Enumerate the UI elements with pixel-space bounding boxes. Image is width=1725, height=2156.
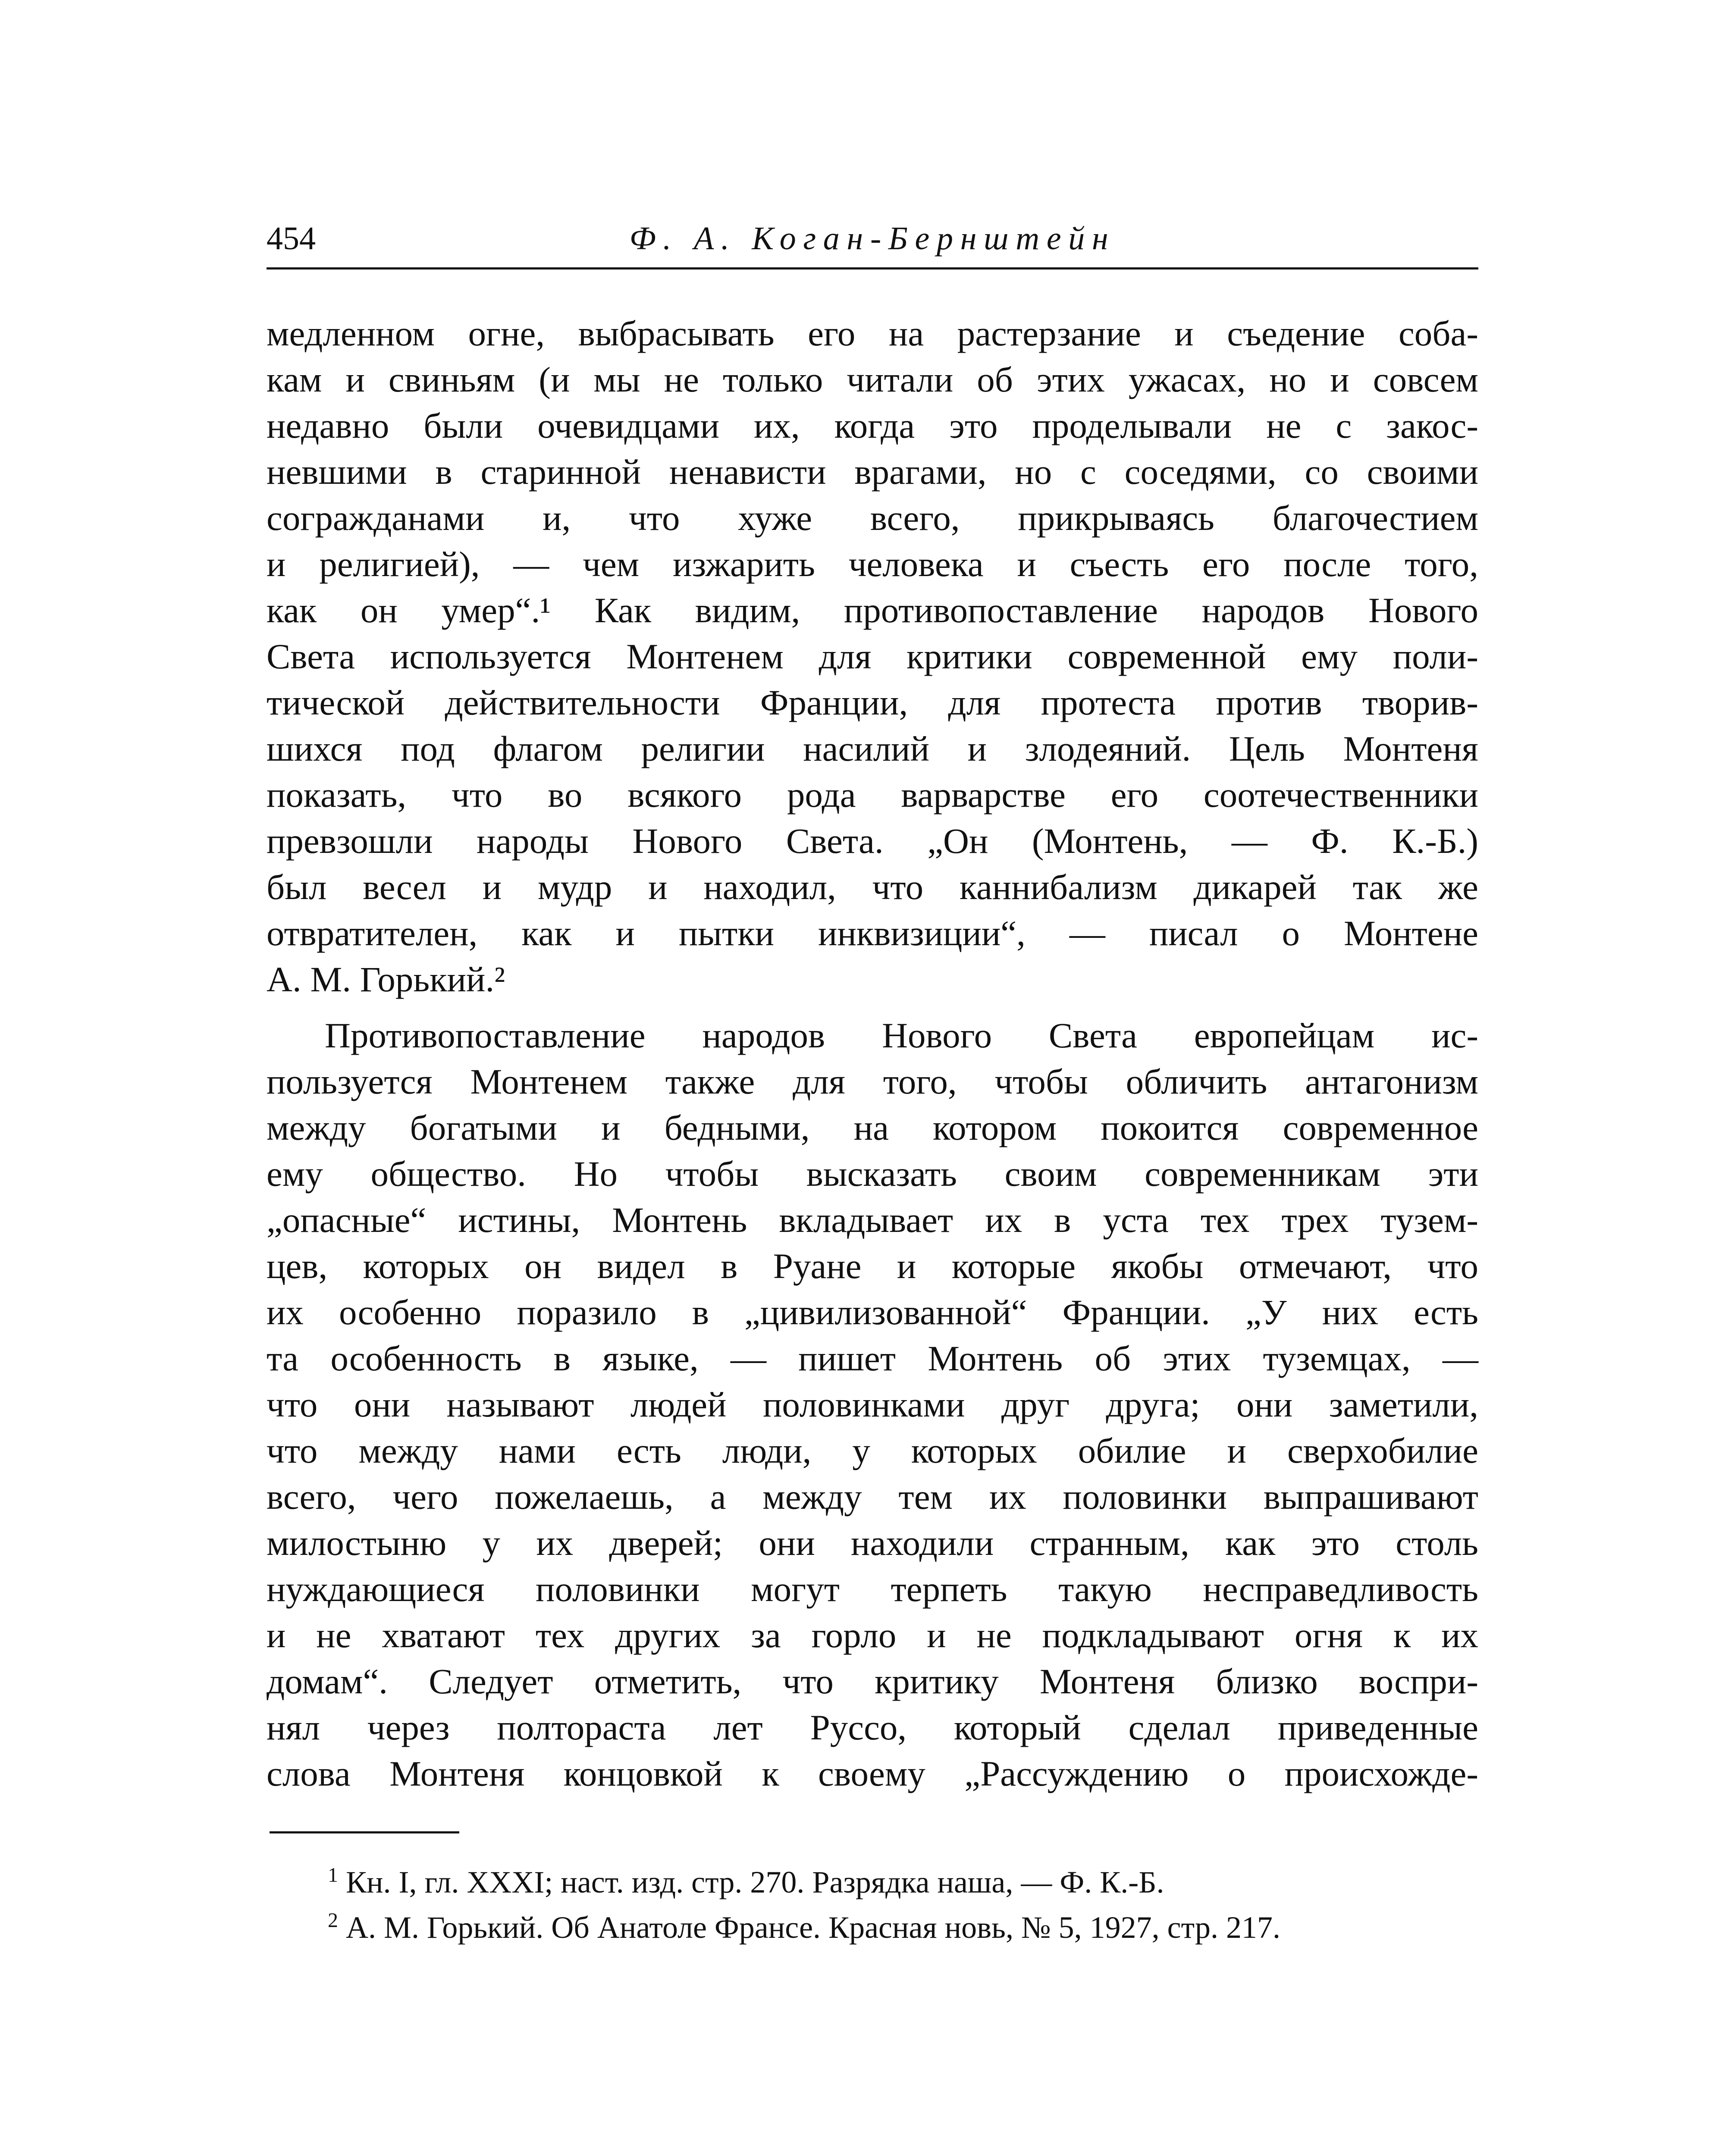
text-line: тической действительности Франции, для протеста против творив- [267,683,1478,722]
text-line: как он умер“.¹ Как видим, противопоставление народов Нового [267,590,1478,630]
text-line: отвратителен, как и пытки инквизиции“, — писал о Монтене [267,913,1478,953]
text-line: всего, чего пожелаешь, а между тем их половинки выпрашивают [267,1477,1478,1517]
text-line: нял через полтораста лет Руссо, который сделал приведенные [267,1708,1478,1747]
text-line: та особенность в языке, — пишет Монтень об этих туземцах, — [267,1338,1478,1378]
text-line: их особенно поразило в „цивилизованной“ Франции. „У них есть [267,1292,1478,1332]
footnote-marker: 1 [328,1864,338,1887]
footnote-text: А. М. Горький. Об Анатоле Франсе. Красная новь, № 5, 1927, стр. 217. [346,1910,1280,1945]
text-line: что они называют людей половинками друг друга; они заметили, [267,1385,1478,1424]
text-line: и религией), — чем изжарить человека и съесть его после того, [267,544,1478,584]
text-line: медленном огне, выбрасывать его на растерзание и съедение соба- [267,313,1478,353]
text-line: ему общество. Но чтобы высказать своим современникам эти [267,1154,1478,1194]
text-line: нуждающиеся половинки могут терпеть такую несправедливость [267,1569,1478,1609]
text-line: невшими в старинной ненависти врагами, но с соседями, со своими [267,452,1478,492]
text-line: домам“. Следует отметить, что критику Монтеня близко воспри- [267,1661,1478,1701]
text-line: превзошли народы Нового Света. „Он (Монтень, — Ф. К.-Б.) [267,821,1478,861]
text-line: цев, которых он видел в Руане и которые якобы отмечают, что [267,1246,1478,1286]
text-line: слова Монтеня концовкой к своему „Рассуждению о происхожде- [267,1754,1478,1793]
paragraph-first-line: Противопоставление народов Нового Света европейцам ис- [325,1015,1478,1055]
footnote-marker: 2 [328,1909,338,1932]
text-line: кам и свиньям (и мы не только читали об этих ужасах, но и совсем [267,360,1478,399]
footnote-divider [270,1831,459,1833]
footnote-text: Кн. I, гл. XXXI; наст. изд. стр. 270. Разрядка наша, — Ф. К.-Б. [346,1865,1164,1899]
text-line: недавно были очевидцами их, когда это проделывали не с закос- [267,406,1478,445]
text-line: „опасные“ истины, Монтень вкладывает их в уста тех трех тузем- [267,1200,1478,1240]
text-line: Света используется Монтенем для критики современной ему поли- [267,636,1478,676]
text-line: пользуется Монтенем также для того, чтобы обличить антагонизм [267,1062,1478,1101]
text-line: А. М. Горький.² [267,959,505,999]
text-line: показать, что во всякого рода варварстве его соотечественники [267,775,1478,815]
text-line: шихся под флагом религии насилий и злодеяний. Цель Монтеня [267,729,1478,768]
text-line: что между нами есть люди, у которых обилие и сверхобилие [267,1431,1478,1470]
running-header [267,216,1478,270]
text-line: и не хватают тех других за горло и не подкладывают огня к их [267,1615,1478,1655]
text-line: между богатыми и бедными, на котором покоится современное [267,1108,1478,1147]
footnote [328,1906,1479,1949]
page-number: 454 [267,220,316,257]
text-line: милостыню у их дверей; они находили странным, как это столь [267,1523,1478,1563]
text-line: был весел и мудр и находил, что каннибализм дикарей так же [267,867,1478,907]
running-title: Ф. А. Коган-Бернштейн [629,220,1116,257]
footnote [328,1861,1479,1904]
text-line: согражданами и, что хуже всего, прикрываясь благочестием [267,498,1478,538]
